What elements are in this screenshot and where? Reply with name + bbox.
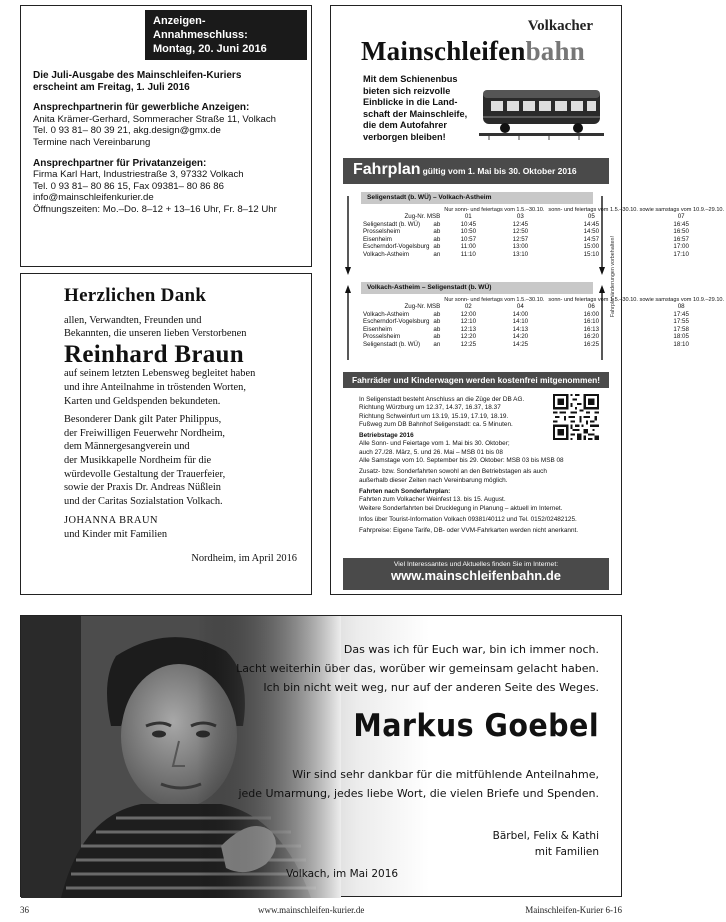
info-line: Fußweg zum DB Bahnhof Seligenstadt: ca. 5 Minuten. (359, 420, 513, 428)
timetable-row: Volkach-Astheim ab 12:00 14:00 16:00 17:45 (363, 310, 689, 318)
info-line: Fahrpreise: Eigene Tarife, DB- oder VVM-Fahrkarten werden nicht anerkannt. (359, 527, 579, 535)
dank-signature: JOHANNA BRAUN (64, 515, 158, 527)
arrow-up-icon (345, 284, 351, 360)
juli-line-1: Die Juli-Ausgabe des Mainschleifen-Kuriers (33, 70, 242, 81)
footer-issue: Mainschleifen-Kurier 6-16 (525, 905, 622, 915)
bahn-title-main: Mainschleifenbahn (361, 36, 585, 66)
anzeigen-box (20, 5, 312, 267)
gewerblich-line: Termine nach Vereinbarung (33, 136, 151, 148)
goebel-place-date: Volkach, im Mai 2016 (286, 868, 399, 880)
timetable-row: Eisenheim ab 10:57 12:57 14:57 16:57 (363, 235, 689, 243)
info-line: Infos über Tourist-Information Volkach 09381/40112 und Tel. 0152/02482125. (359, 515, 577, 523)
timetable-row: Escherndorf-Vogelsburg ab 11:00 13:00 15:00 17:00 (363, 243, 689, 251)
fahrplan-band (343, 158, 609, 184)
goebel-verse: Das was ich für Euch war, bin ich immer noch. Lacht weiterhin über das, worüber wir gemeinsam gelacht haben. Ich bin nicht weit weg, nur auf der anderen Seite des Weges. (236, 643, 599, 694)
deceased-name: Reinhard Braun (64, 340, 244, 368)
bahn-intro: Mit dem Schienenbus bieten sich reizvolle Einblicke in die Land- schaft der Mainschleife, die dem Autofahrer verborgen bleiben! (363, 74, 468, 142)
fahrplan-period: gültig vom 1. Mai bis 30. Oktober 2016 (422, 166, 577, 176)
privat-email[interactable]: info@mainschleifenkurier.de (33, 192, 154, 204)
privat-line: Öffnungszeiten: Mo.–Do. 8–12 + 13–16 Uhr, Fr. 8–12 Uhr (33, 203, 277, 215)
timetable-row: Seligenstadt (b. WÜ) an 12:25 14:25 16:25 18:10 (363, 340, 689, 348)
info-line: Weitere Sonderfahrten bei Drucklegung in Planung – aktuell im Internet. (359, 504, 563, 512)
gewerblich-heading: Ansprechpartnerin für gewerbliche Anzeigen: (33, 102, 250, 114)
website-link[interactable]: www.mainschleifenbahn.de (391, 568, 561, 583)
side-note: Fahrplanänderungen vorbehalten! (610, 236, 616, 318)
route-title: Seligenstadt (b. WÜ) – Volkach-Astheim (361, 192, 593, 204)
dank-intro-line: Bekannten, die unseren lieben Verstorbenen (64, 328, 247, 340)
info-line: Richtung Schweinfurt um 13.19, 15.19, 17.19, 18.19. (359, 412, 509, 420)
timetable-row: Eisenheim ab 12:13 14:13 16:13 17:58 (363, 325, 689, 333)
dank-signature-2: und Kinder mit Familien (64, 528, 168, 540)
info-line: auch 27./28. März, 5. und 26. Mai – MSB 01 bis 08 (359, 448, 503, 456)
anzeigen-content (33, 70, 301, 216)
gewerblich-line[interactable]: Tel. 0 93 81– 80 39 21, akg.design@gmx.de (33, 125, 221, 137)
bahn-title-top: Volkacher (527, 18, 593, 34)
deadline-line-2: Montag, 20. Juni 2016 (153, 43, 267, 55)
timetable-row: Prosselsheim ab 12:20 14:20 16:20 18:05 (363, 333, 689, 341)
info-line: In Seligenstadt besteht Anschluss an die Züge der DB AG. (359, 396, 525, 403)
dank-paragraph-1: auf seinem letzten Lebensweg begleitet haben und ihre Anteilnahme in tröstenden Worten, Karten und Geldspenden bekundeten. (64, 368, 256, 407)
timetable-row: Volkach-Astheim an 11:10 13:10 15:10 17:10 (363, 250, 689, 258)
free-bikes-band: Fahrräder und Kinderwagen werden kostenfrei mitgenommen! (343, 372, 609, 388)
dank-paragraph-2: Besonderer Dank gilt Pater Philippus, der Freiwilligen Feuerwehr Nordheim, dem Männergesangverein und der Musikkapelle Nordheim für die würdevolle Gestaltung der Trauerfeier, sowie der Praxis Dr. Andreas Nüßlein und der Caritas Sozialstation Volkach. (64, 414, 226, 507)
timetable-row: Seligenstadt (b. WÜ) ab 10:45 12:45 14:45 16:45 (363, 220, 689, 228)
mainschleifenbahn-box (330, 5, 725, 595)
info-line: Zusatz- bzw. Sonderfahrten sowohl an den Betriebstagen als auch (359, 468, 547, 476)
deadline-line-1: Anzeigen-Annahmeschluss: (153, 15, 248, 41)
footer-url[interactable]: www.mainschleifen-kurier.de (258, 905, 365, 915)
timetable: Nur sonn- und feiertags vom 1.5.–30.10. sonn- und feiertags vom 1.5.–30.10. sowie samstags vom 10.9.–29.10. Zug-Nr. MSB 02 04 06 08 Volkach-Astheim ab 12:00 14:00 16:00 17:45 Escherndorf-Vogelsburg ab 12:10 14:10 16:10 17:55 Eisenheim ab 12:13 14:13 16:13 17:58 Prosselsheim ab 12:20 14:20 16:20 18:05 Seligenstadt (b. WÜ) an 12:25 14:25 16:25 18:10 (363, 296, 725, 348)
timetable-row: Escherndorf-Vogelsburg ab 12:10 14:10 16:10 17:55 (363, 318, 689, 326)
goebel-family: Bärbel, Felix & Kathi mit Familien (492, 830, 599, 858)
gewerblich-line: Anita Krämer-Gerhard, Sommeracher Straße 11, Volkach (33, 113, 276, 125)
arrow-down-icon (599, 196, 605, 276)
timetable-row: Prosselsheim ab 10:50 12:50 14:50 16:50 (363, 228, 689, 236)
arrow-up-icon (599, 284, 605, 360)
timetable-route-1 (361, 192, 725, 259)
dank-place-date: Nordheim, im April 2016 (191, 552, 297, 564)
goebel-name: Markus Goebel (353, 708, 599, 744)
dank-intro-line: allen, Verwandten, Freunden und (64, 314, 202, 326)
page-number: 36 (20, 905, 29, 915)
juli-line-2: erscheint am Freitag, 1. Juli 2016 (33, 81, 190, 93)
arrow-down-icon (345, 196, 351, 276)
fahrplan-label: Fahrplan (353, 161, 421, 178)
qr-code-icon[interactable] (553, 394, 599, 440)
dank-box (20, 273, 312, 595)
timetable-route-2 (361, 282, 725, 349)
route-title: Volkach-Astheim – Seligenstadt (b. WÜ) (361, 282, 593, 294)
web-band-note: Viel Interessantes und Aktuelles finden Sie im Internet: (393, 561, 559, 568)
info-line: Richtung Würzburg um 12.37, 14.37, 16.37, 18.37 (359, 404, 501, 412)
privat-line: Firma Karl Hart, Industriestraße 3, 97332 Volkach (33, 169, 244, 181)
railbus-icon (479, 76, 604, 142)
web-band (343, 558, 609, 590)
info-line: Fahrten zum Volkacher Weinfest 13. bis 15. August. (359, 496, 506, 504)
info-line: Betriebstage 2016 (359, 432, 414, 440)
goebel-box (20, 615, 622, 897)
info-line: außerhalb dieser Zeiten nach Vereinbarung möglich. (359, 476, 508, 484)
info-line: Fahrten nach Sonderfahrplan: (359, 487, 451, 495)
privat-line: Tel. 0 93 81– 80 86 15, Fax 09381– 80 86 86 (33, 180, 224, 192)
goebel-thanks: Wir sind sehr dankbar für die mitfühlende Anteilnahme, jede Umarmung, jedes liebe Wort, die vielen Briefe und Spenden. (238, 768, 599, 800)
timetable: Nur sonn- und feiertags vom 1.5.–30.10. sonn- und feiertags vom 1.5.–30.10. sowie samstags vom 10.9.–29.10. Zug-Nr. MSB 01 03 05 07 Seligenstadt (b. WÜ) ab 10:45 12:45 14:45 16:45 Prosselsheim ab 10:50 12:50 14:50 16:50 Eisenheim ab 10:57 12:57 14:57 16:57 Escherndorf-Vogelsburg ab 11:00 13:00 15:00 17:00 Volkach-Astheim an 11:10 13:10 15:10 17:10 (363, 206, 725, 258)
info-line: Alle Sonn- und Feiertage vom 1. Mai bis 30. Oktober; (359, 440, 510, 448)
info-line: Alle Samstage vom 10. September bis 29. Oktober: MSB 03 bis MSB 08 (359, 457, 564, 465)
privat-heading: Ansprechpartner für Privatanzeigen: (33, 157, 207, 169)
deadline-banner (145, 10, 307, 60)
dank-heading: Herzlichen Dank (64, 285, 207, 306)
